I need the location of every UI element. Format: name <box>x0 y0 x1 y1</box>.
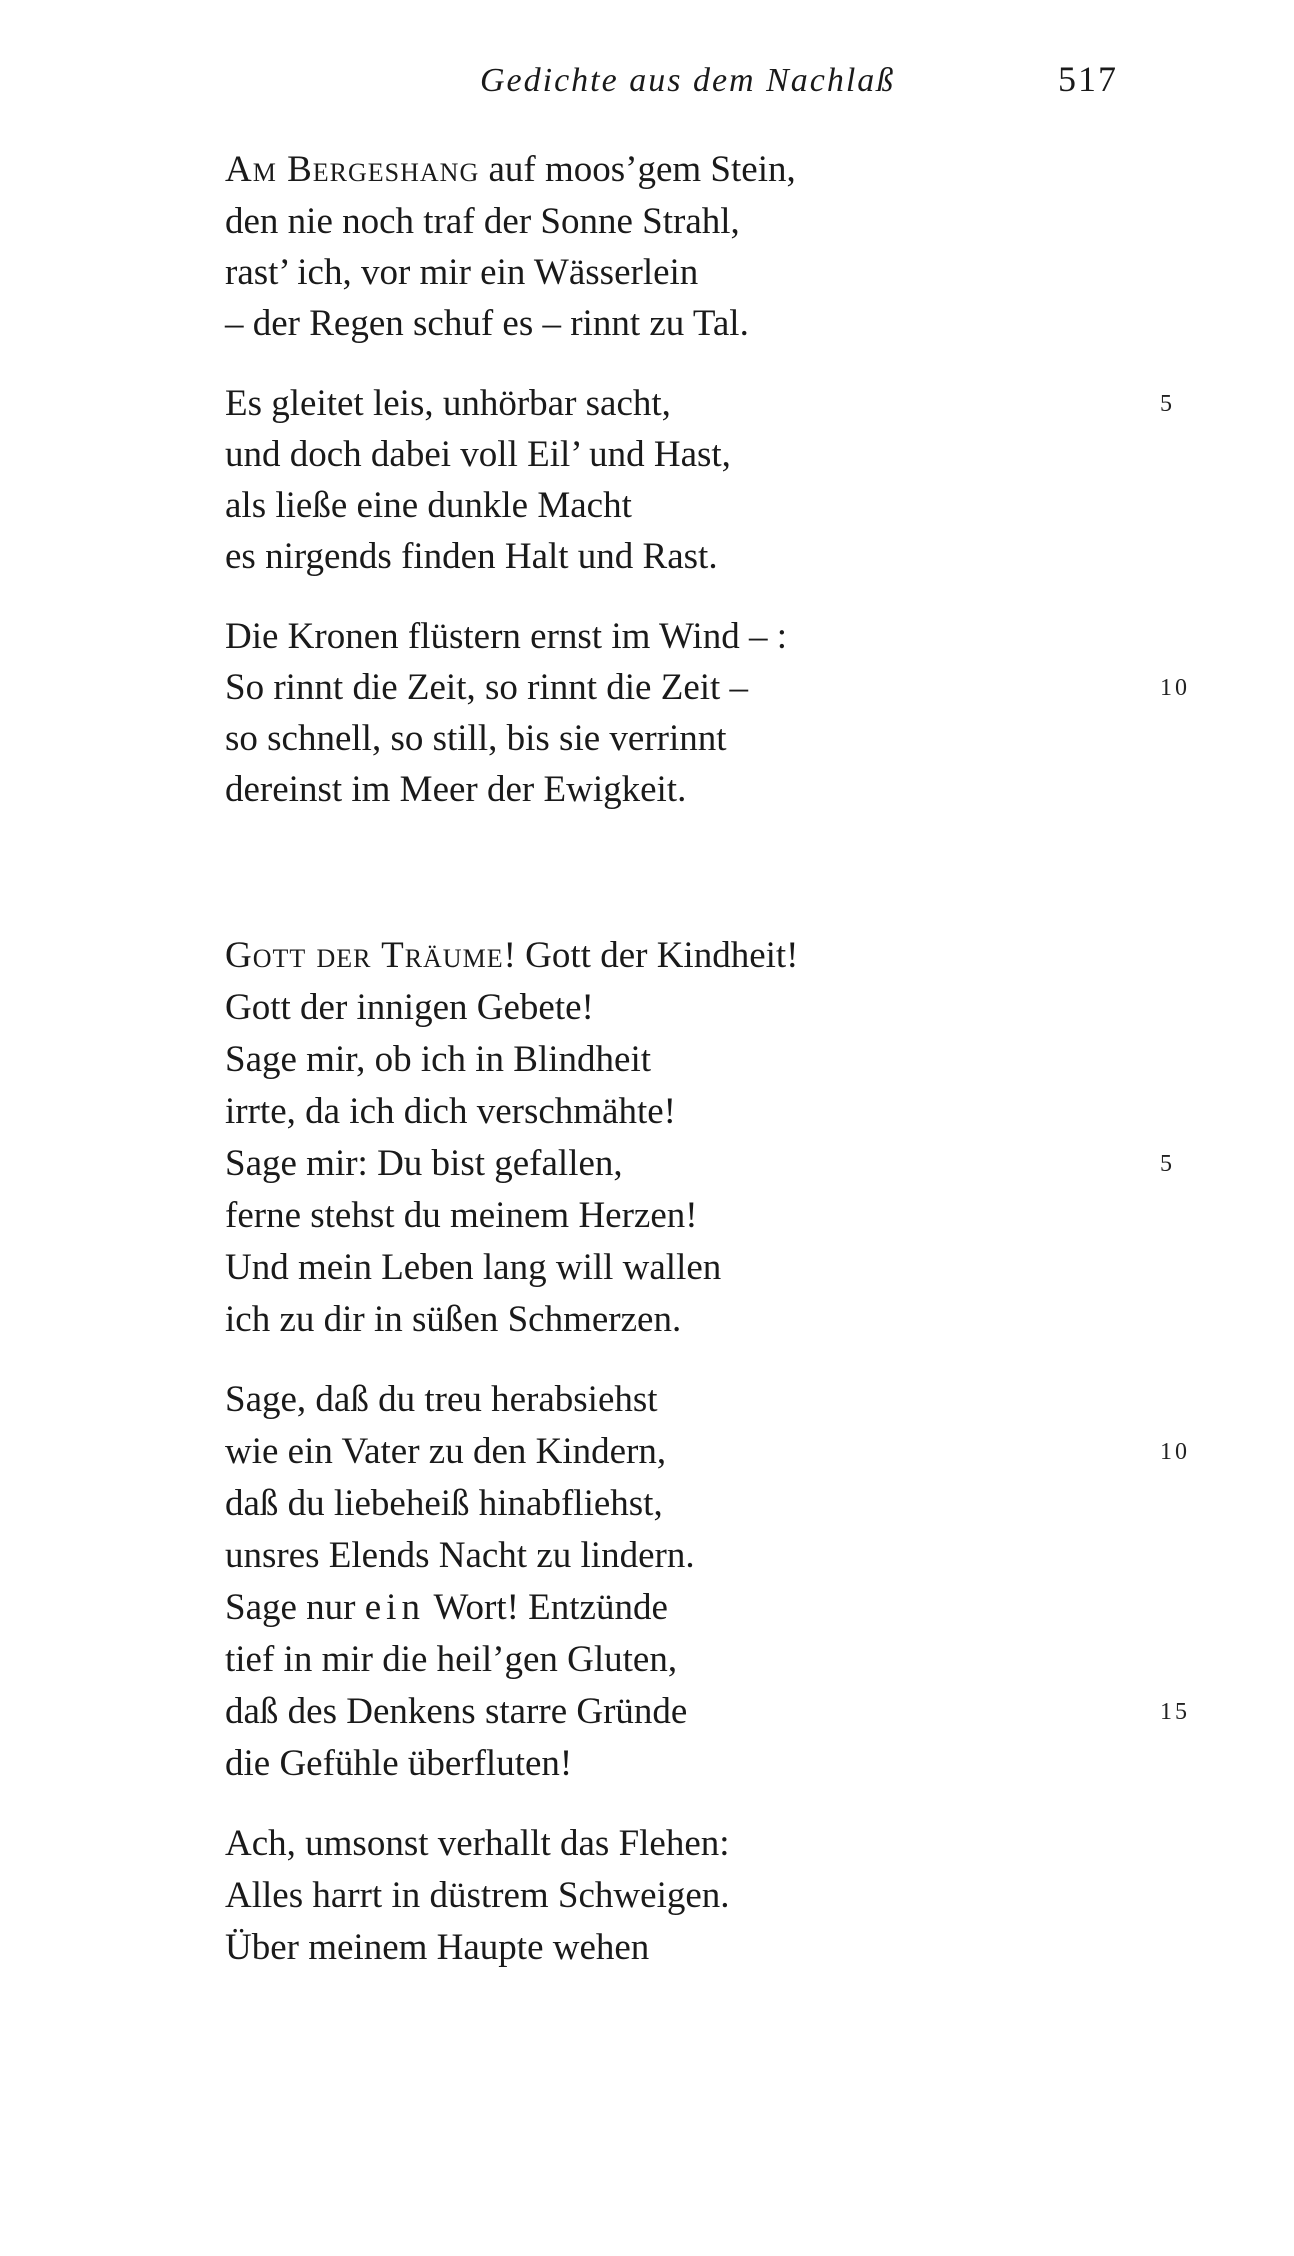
verse-line <box>0 1528 1294 1584</box>
verse-line <box>0 1240 1294 1296</box>
verse-text: ferne stehst du meinem Herzen! <box>225 1195 698 1236</box>
verse-text: Es gleitet leis, unhörbar sacht, <box>225 383 671 424</box>
verse-line <box>0 660 1294 716</box>
verse-line <box>0 1136 1294 1192</box>
verse-text: daß des Denkens starre Gründe <box>225 1691 688 1732</box>
verse-text: auf moos’gem Stein, <box>479 149 796 190</box>
running-header <box>0 56 1294 116</box>
running-title: Gedichte aus dem Nachlaß <box>480 62 896 99</box>
page-number: 517 <box>1058 59 1118 99</box>
opening-words: Am Bergeshang <box>225 149 480 190</box>
verse-text: Die Kronen flüstern ernst im Wind – : <box>225 616 787 657</box>
verse-line <box>0 1684 1294 1740</box>
verse-line <box>0 609 1294 665</box>
verse-line <box>0 142 1294 198</box>
verse-text: Gott der innigen Gebete! <box>225 987 594 1028</box>
verse-text: Ach, umsonst verhallt das Flehen: <box>225 1823 730 1864</box>
verse-text: Alles harrt in düstrem Schweigen. <box>225 1875 730 1916</box>
verse-text: rast’ ich, vor mir ein Wässerlein <box>225 252 699 293</box>
line-number: 5 <box>1160 391 1175 417</box>
verse-line <box>0 529 1294 585</box>
line-number: 5 <box>1160 1151 1175 1177</box>
verse-line <box>0 376 1294 432</box>
verse-text: irrte, da ich dich verschmähte! <box>225 1091 676 1132</box>
verse-line <box>0 980 1294 1036</box>
line-number: 10 <box>1160 1439 1190 1465</box>
verse-line <box>0 1816 1294 1872</box>
emphasized-word: ein <box>364 1587 425 1628</box>
verse-text: Sage nur <box>225 1587 365 1628</box>
verse-text: Sage mir, ob ich in Blindheit <box>225 1039 652 1080</box>
verse-text: – der Regen schuf es – rinnt zu Tal. <box>225 303 749 344</box>
verse-text: Sage, daß du treu herabsiehst <box>225 1379 658 1420</box>
verse-line <box>0 245 1294 301</box>
verse-line <box>0 427 1294 483</box>
verse-text: es nirgends finden Halt und Rast. <box>225 536 718 577</box>
verse-text: so schnell, so still, bis sie verrinnt <box>225 718 727 759</box>
verse-line <box>0 1188 1294 1244</box>
line-number: 10 <box>1160 675 1190 701</box>
verse-text: und doch dabei voll Eil’ und Hast, <box>225 434 731 475</box>
verse-text: ! Gott der Kindheit! <box>503 935 799 976</box>
verse-line <box>0 1476 1294 1532</box>
verse-text: dereinst im Meer der Ewigkeit. <box>225 769 687 810</box>
verse-text: Sage mir: Du bist gefallen, <box>225 1143 623 1184</box>
verse-line <box>0 1424 1294 1480</box>
verse-text: daß du liebeheiß hinabfliehst, <box>225 1483 663 1524</box>
verse-line <box>0 1292 1294 1348</box>
verse-text: Über meinem Haupte wehen <box>225 1927 650 1968</box>
verse-text: wie ein Vater zu den Kindern, <box>225 1431 667 1472</box>
verse-line <box>0 1736 1294 1792</box>
verse-text: unsres Elends Nacht zu lindern. <box>225 1535 695 1576</box>
verse-line <box>0 478 1294 534</box>
verse-line <box>0 1632 1294 1688</box>
verse-line <box>0 1084 1294 1140</box>
verse-text: ich zu dir in süßen Schmerzen. <box>225 1299 682 1340</box>
verse-text: Wort! Entzünde <box>424 1587 668 1628</box>
verse-line <box>0 1032 1294 1088</box>
verse-line <box>0 1868 1294 1924</box>
verse-line <box>0 928 1294 984</box>
verse-text: So rinnt die Zeit, so rinnt die Zeit – <box>225 667 749 708</box>
verse-line <box>0 762 1294 818</box>
opening-words: Gott der Träume <box>225 935 504 976</box>
verse-line <box>0 1580 1294 1636</box>
verse-line <box>0 711 1294 767</box>
verse-line <box>0 296 1294 352</box>
verse-text: den nie noch traf der Sonne Strahl, <box>225 201 740 242</box>
verse-line <box>0 1372 1294 1428</box>
verse-text: tief in mir die heil’gen Gluten, <box>225 1639 678 1680</box>
verse-line <box>0 1920 1294 1976</box>
verse-text: die Gefühle überfluten! <box>225 1743 573 1784</box>
verse-text: Und mein Leben lang will wallen <box>225 1247 722 1288</box>
verse-text: als ließe eine dunkle Macht <box>225 485 632 526</box>
line-number: 15 <box>1160 1699 1190 1725</box>
verse-line <box>0 194 1294 250</box>
